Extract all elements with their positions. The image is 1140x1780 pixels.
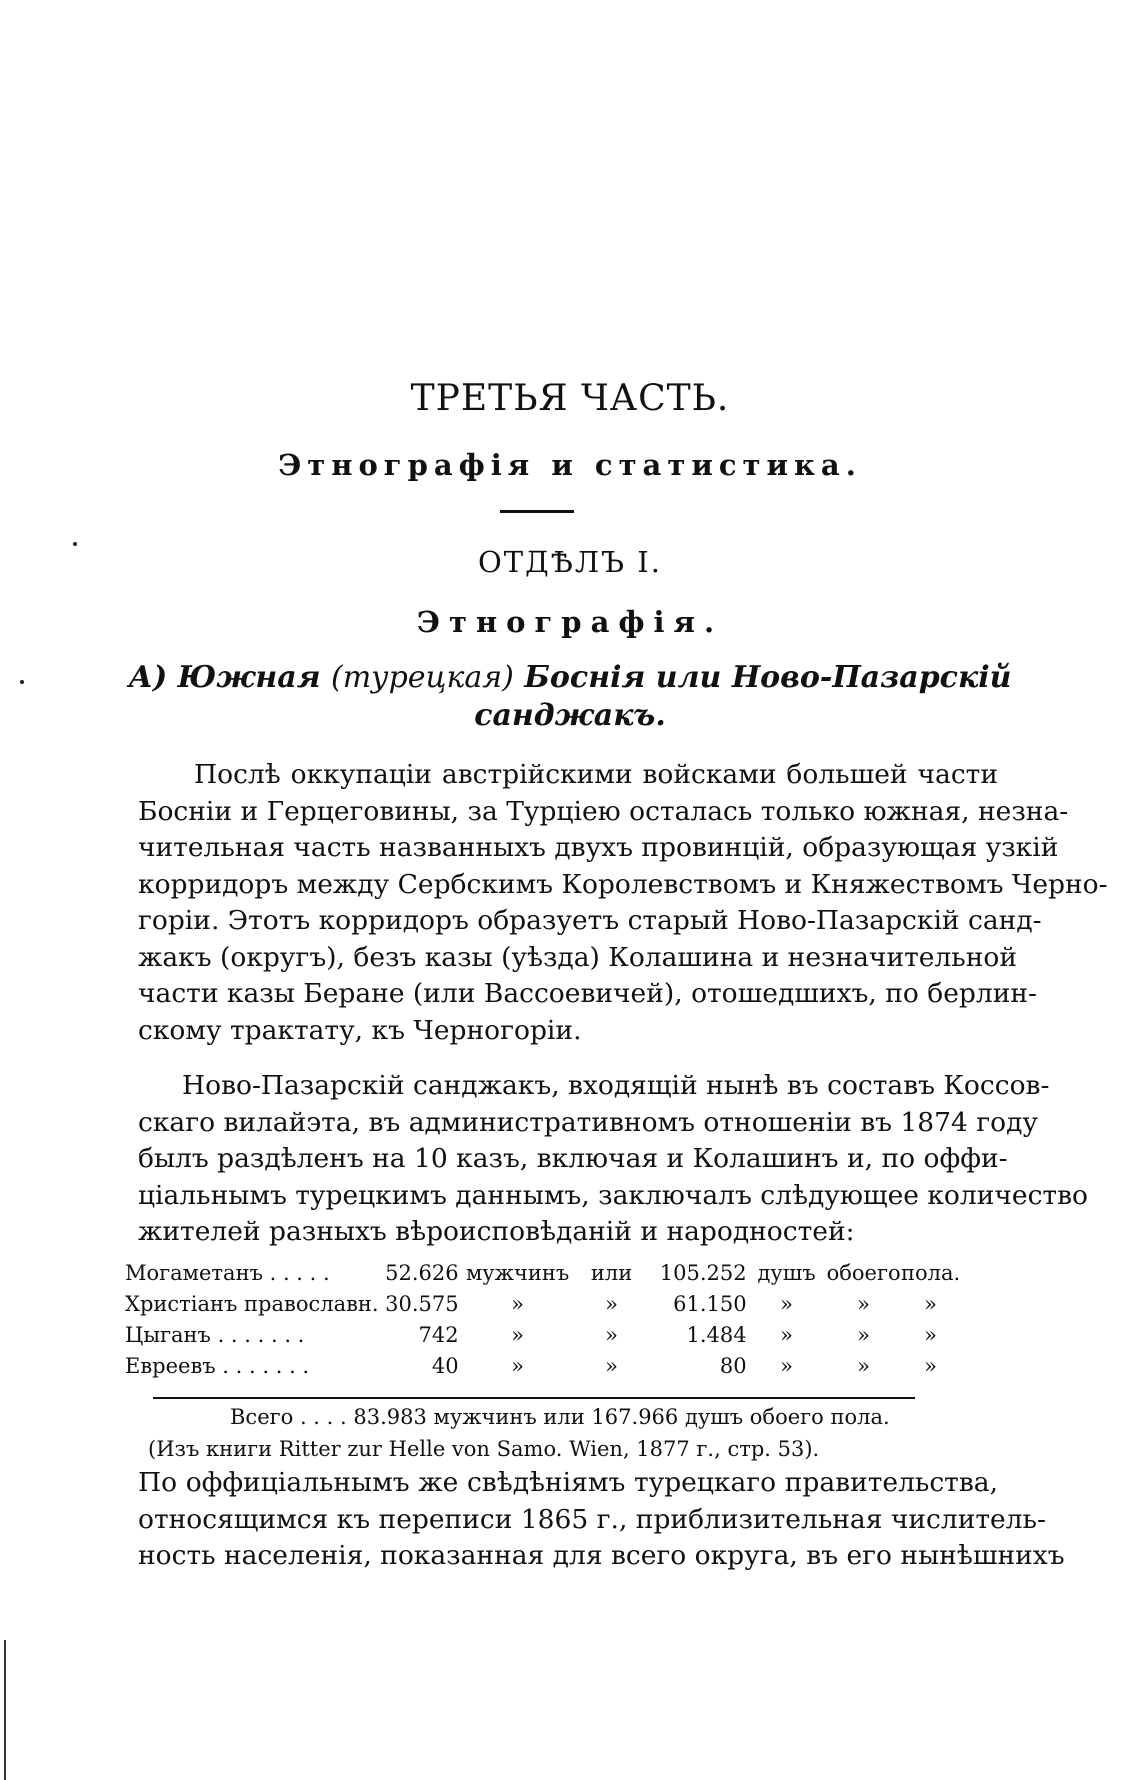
group-cell: Евреевъ . . . . . . . — [125, 1354, 310, 1378]
table-row — [125, 1351, 961, 1382]
both-word-cell: » — [857, 1292, 871, 1316]
men-cell: 52.626 — [385, 1261, 459, 1285]
text-line: ность населенія, показанная для всего округа, въ его нынѣшнихъ — [138, 1540, 1065, 1571]
table-row — [125, 1289, 961, 1320]
text-line: корридоръ между Сербскимъ Королевствомъ и Княжествомъ Черно- — [138, 868, 1108, 900]
table-total: Всего . . . . 83.983 мужчинъ или 167.966 душъ обоего пола. — [230, 1405, 890, 1429]
souls-cell: 1.484 — [686, 1323, 747, 1347]
souls-word-cell: » — [780, 1354, 794, 1378]
heading-rest: Боснія или Ново-Пазарскій — [513, 660, 1012, 695]
text-line: скому трактату, къ Черногоріи. — [138, 1014, 582, 1046]
heading-paren: (турецкая) — [331, 660, 514, 695]
group-cell: Могаметанъ . . . . . — [125, 1261, 330, 1285]
paragraph-1 — [138, 757, 1108, 1049]
text-line: жакъ (округъ), безъ казы (уѣзда) Колашина и незначительной — [138, 941, 1018, 973]
souls-word-cell: » — [780, 1323, 794, 1347]
men-word-cell: мужчинъ — [465, 1261, 570, 1285]
or-word-cell: » — [605, 1354, 619, 1378]
scan-margin-line — [4, 1640, 6, 1780]
text-line: Послѣ оккупаціи австрійскими войсками большей части — [194, 759, 998, 790]
both-word-cell: » — [857, 1354, 871, 1378]
text-line: Ново-Пазарскій санджакъ, входящій нынѣ въ составъ Коссов- — [182, 1070, 1050, 1101]
text-line: жителей разныхъ вѣроисповѣданій и народностей: — [138, 1216, 855, 1247]
souls-word-cell: » — [780, 1292, 794, 1316]
population-table — [125, 1258, 961, 1382]
table-row — [125, 1258, 961, 1289]
paragraph-3 — [138, 1465, 1065, 1575]
both-word-cell: обоего — [826, 1261, 901, 1285]
men-cell: 40 — [431, 1354, 459, 1378]
men-word-cell: » — [511, 1323, 525, 1347]
part-subtitle: Этнографія и статистика. — [278, 448, 862, 482]
both-word-cell: » — [857, 1323, 871, 1347]
men-word-cell: » — [511, 1292, 525, 1316]
text-line: Босніи и Герцеговины, за Турціею осталась только южная, незна- — [138, 795, 1069, 827]
section-subtitle: Этнографія. — [416, 605, 724, 639]
section-title: ОТДѢЛЪ I. — [478, 545, 662, 579]
souls-cell: 105.252 — [659, 1261, 747, 1285]
men-cell: 742 — [418, 1323, 459, 1347]
title-divider — [500, 510, 574, 513]
sex-word-cell: » — [924, 1354, 938, 1378]
or-word-cell: или — [590, 1261, 633, 1285]
sex-word-cell: » — [924, 1323, 938, 1347]
subsection-heading — [0, 660, 1140, 695]
souls-word-cell: душъ — [757, 1261, 816, 1285]
scan-speck — [73, 542, 77, 546]
or-word-cell: » — [605, 1292, 619, 1316]
group-cell: Христіанъ православн. — [125, 1292, 379, 1316]
table-source-citation: (Изъ книги Ritter zur Helle von Samo. Wien, 1877 г., стр. 53). — [148, 1437, 820, 1461]
sex-word-cell: пола. — [901, 1261, 961, 1285]
text-line: относящимся къ переписи 1865 г., приблизительная числитель- — [138, 1503, 1046, 1535]
men-word-cell: » — [511, 1354, 525, 1378]
scan-speck — [20, 680, 24, 684]
men-cell: 30.575 — [385, 1292, 459, 1316]
total-rule — [153, 1397, 915, 1399]
text-line: чительная часть названныхъ двухъ провинцій, образующая узкій — [138, 832, 1059, 863]
part-title: ТРЕТЬЯ ЧАСТЬ. — [410, 378, 730, 419]
or-word-cell: » — [605, 1323, 619, 1347]
subsection-heading-line2: санджакъ. — [474, 698, 666, 733]
sex-word-cell: » — [924, 1292, 938, 1316]
souls-cell: 80 — [719, 1354, 747, 1378]
heading-prefix: А) Южная — [128, 660, 332, 695]
table-row — [125, 1320, 961, 1351]
text-line: По оффиціальнымъ же свѣдѣніямъ турецкаго правительства, — [138, 1467, 998, 1498]
text-line: скаго вилайэта, въ административномъ отношеніи въ 1874 году — [138, 1106, 1039, 1138]
souls-cell: 61.150 — [673, 1292, 747, 1316]
paragraph-2 — [138, 1068, 1088, 1251]
text-line: былъ раздѣленъ на 10 казъ, включая и Колашинъ и, по оффи- — [138, 1143, 1008, 1174]
text-line: ціальнымъ турецкимъ даннымъ, заключалъ слѣдующее количество — [138, 1179, 1088, 1211]
text-line: части казы Беране (или Вассоевичей), отошедшихъ, по берлин- — [138, 978, 1037, 1009]
text-line: горіи. Этотъ корридоръ образуетъ старый Ново-Пазарскій санд- — [138, 905, 1042, 936]
group-cell: Цыганъ . . . . . . . — [125, 1323, 305, 1347]
